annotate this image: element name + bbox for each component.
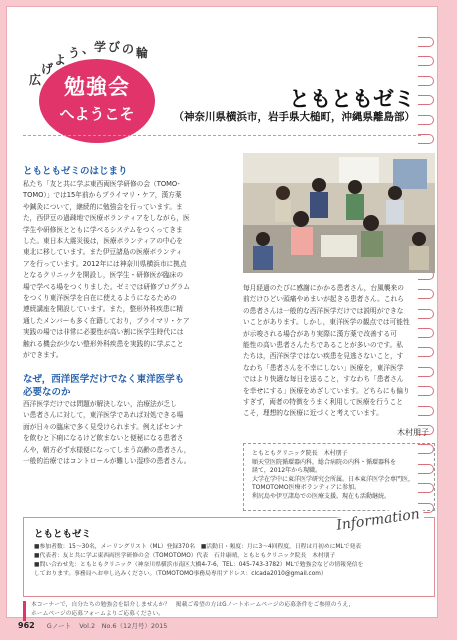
body-line: 通したメンバーも多く在籍しており，プライマリ・ケア bbox=[23, 316, 190, 325]
profile-line: 経て，2012年から現職。 bbox=[252, 467, 322, 475]
info-line: しております。事務局へお申し込みください。（TOMOTOMO事務局専用アドレス：clcada2010@gmail.com） bbox=[34, 571, 327, 577]
tagline-char: 広 bbox=[29, 73, 42, 87]
binder-ring bbox=[418, 37, 434, 47]
profile-line: 順天堂医院循環器内科，総合病院の内科・循環器科を bbox=[252, 458, 397, 466]
section3-body bbox=[243, 283, 435, 420]
body-line: 能性の高い患者さんたちであることが多いのです。私 bbox=[243, 341, 403, 350]
body-line: の患者さんは一般的な西洋医学だけでは説明ができな bbox=[243, 306, 404, 315]
section2-body bbox=[23, 399, 235, 467]
body-line: なわち「患者さんを不幸にしない」医療を，東洋医学 bbox=[243, 363, 404, 372]
body-line: ができます。 bbox=[23, 351, 63, 360]
study-group-photo bbox=[243, 153, 435, 273]
tagline-char: う bbox=[68, 46, 81, 60]
profile-line: ともともクリニック院長 木村朋子 bbox=[252, 450, 348, 457]
section1-body bbox=[23, 179, 235, 362]
page-title: ともともゼミ bbox=[289, 87, 415, 111]
body-line: た，西伊豆の過疎地で医療ボランティアをしながら，医 bbox=[23, 214, 190, 223]
body-line: 前だけひどい頭痛やめまいが起きる患者さん。これら bbox=[243, 295, 404, 304]
body-line: 実践の場では非常に必要性が高い割に医学生時代には bbox=[23, 328, 184, 337]
body-line: 東北に移しています。また伊豆諸島の医療ボランティ bbox=[23, 248, 183, 257]
body-line: アを行っています。2012年には神奈川県横浜市に拠点 bbox=[23, 259, 187, 268]
section2-heading-line2: 必要なのか bbox=[23, 387, 71, 398]
notice-line2: ホームページの応募フォームよりご応募ください。 bbox=[31, 611, 164, 617]
info-lines bbox=[34, 543, 424, 579]
binder-ring bbox=[418, 115, 434, 125]
welcome-badge bbox=[39, 59, 155, 143]
profile-line: 利尻島や伊豆諸島での医療支援。現在も活動継続。 bbox=[252, 492, 391, 500]
tagline-char: よ bbox=[54, 53, 67, 67]
body-line: となるクリニックを開設し，医学生・研修医が臨床の bbox=[23, 271, 184, 280]
info-line: ■参加者数：15〜30名，メーリングリスト（ML）登録370名 ■活動日・頻度：月に3〜4回程度，日程は月初めにMLで発表 bbox=[34, 544, 362, 550]
section1-heading: ともともゼミのはじまり bbox=[23, 166, 128, 177]
tagline-char: び bbox=[108, 40, 121, 54]
tagline-char: げ bbox=[41, 62, 54, 76]
divider bbox=[23, 135, 421, 136]
page-number: 962 bbox=[18, 621, 35, 630]
tagline-char: 輪 bbox=[136, 46, 149, 60]
badge-line2: へようこそ bbox=[59, 105, 135, 123]
info-title: ともともゼミ bbox=[34, 529, 92, 540]
info-line: ■問い合わせ先：ともともクリニック（神奈川県横浜市南区大橋4-7-6，TEL：045-743-3782）MLで勉強会などの情報発信を bbox=[34, 562, 364, 568]
section2-heading-line1: なぜ，西洋医学だけでなく東洋医学も bbox=[23, 374, 185, 385]
issue-info: Vol.2 No.6（12月号）2015 bbox=[79, 622, 168, 630]
body-line: 連続講座を開設しています。また，整形外科疾患に精 bbox=[23, 305, 183, 314]
body-line: い患者さんに対して，東洋医学であれば対処できる場 bbox=[23, 411, 184, 420]
body-line: を幸せにする」医療をめざしています。どちらにも偏り bbox=[243, 386, 410, 395]
profile-line: 大学在学中に東洋医学研究会所属。日本東洋医学会専門医， bbox=[252, 475, 415, 483]
body-line: した。東日本大震災後は，医療ボランティアの中心を bbox=[23, 237, 183, 246]
page-subtitle: （神奈川県横浜市，岩手県大槌町，沖縄県離島部） bbox=[173, 111, 415, 123]
body-line: すぎず，両者の特徴をうまく利用して医療を行うこと bbox=[243, 398, 403, 407]
page-footer bbox=[18, 621, 167, 630]
body-line: TOMO）」では15年前からプライマリ・ケア，漢方薬 bbox=[23, 191, 182, 200]
binder-ring bbox=[418, 56, 434, 66]
binder-ring bbox=[418, 76, 434, 86]
author-profile bbox=[243, 443, 435, 511]
body-line: をつくり東洋医学を自在に使えるようになるための bbox=[23, 294, 177, 303]
info-line: ■代表者：友と共に学ぶ東西両医学研修の会（TOMOTOMO）代表 石井康晴，ともともクリニック院長 木村朋子 bbox=[34, 553, 336, 559]
body-line: 毎月経過のたびに感謝にかかる患者さん，台風襲来の bbox=[243, 284, 404, 292]
body-line: 一般的治療ではコントロールが難しい湿疹の患者さん。 bbox=[23, 457, 191, 466]
body-line: 学生や研修医とともに学べるシステムをつくってきま bbox=[23, 225, 183, 234]
body-line: を飲むと下痢になるけど飲まないと便秘になる患者さ bbox=[23, 434, 184, 443]
body-line: 西洋医学だけでは問題が解決しない，治療法が乏し bbox=[23, 400, 177, 408]
tagline-char: 学 bbox=[94, 40, 107, 54]
tagline-char: の bbox=[122, 42, 135, 56]
magazine-page bbox=[6, 6, 438, 618]
publication-name: Gノート bbox=[46, 622, 72, 630]
body-line: や鍼灸について，継続的に勉強会を行っています。ま bbox=[23, 202, 183, 211]
body-line: いことがあります。しかし，東洋医学の観点では可能性 bbox=[243, 318, 410, 327]
information-box bbox=[23, 506, 435, 597]
binder-ring bbox=[418, 95, 434, 105]
body-line: 面が日々の臨床で多く見受けられます。例えばセンナ bbox=[23, 422, 183, 431]
body-line: 私たち「友と共に学ぶ東西両医学研修の会（TOMO- bbox=[23, 180, 180, 188]
profile-line: TOMOTOMO医療ボランティアに参加。 bbox=[252, 484, 361, 492]
author-name: 木村朋子 bbox=[397, 428, 429, 437]
body-line: が示唆される場合があり実際に漢方薬で改善する可 bbox=[243, 329, 397, 338]
body-line: こそ，理想的な医療に近づくと考えています。 bbox=[243, 409, 383, 418]
body-line: ではより快適な毎日を送ること，すなわち「患者さん bbox=[243, 375, 404, 384]
tagline-char: 、 bbox=[82, 42, 95, 56]
information-label: Information bbox=[331, 506, 424, 535]
submission-notice bbox=[23, 601, 435, 621]
body-line: んや，朝方必ず水様便になってしまう高齢の患者さん， bbox=[23, 445, 191, 454]
body-line: 場で学べる場をつくりました。ゼミでは研修プログラム bbox=[23, 282, 191, 291]
body-line: たちは，西洋医学ではない疾患を見逃さないこと，す bbox=[243, 352, 404, 361]
notice-line1: 本コーナーで，自分たちの勉強会を紹介しませんか？ 掲載ご希望の方はGノートホームページの応募条件をご参照のうえ， bbox=[31, 602, 355, 608]
body-line: 触れる機会が少ない整形外科疾患を実践的に学ぶこと bbox=[23, 339, 184, 348]
badge-line1: 勉強会 bbox=[64, 75, 130, 99]
